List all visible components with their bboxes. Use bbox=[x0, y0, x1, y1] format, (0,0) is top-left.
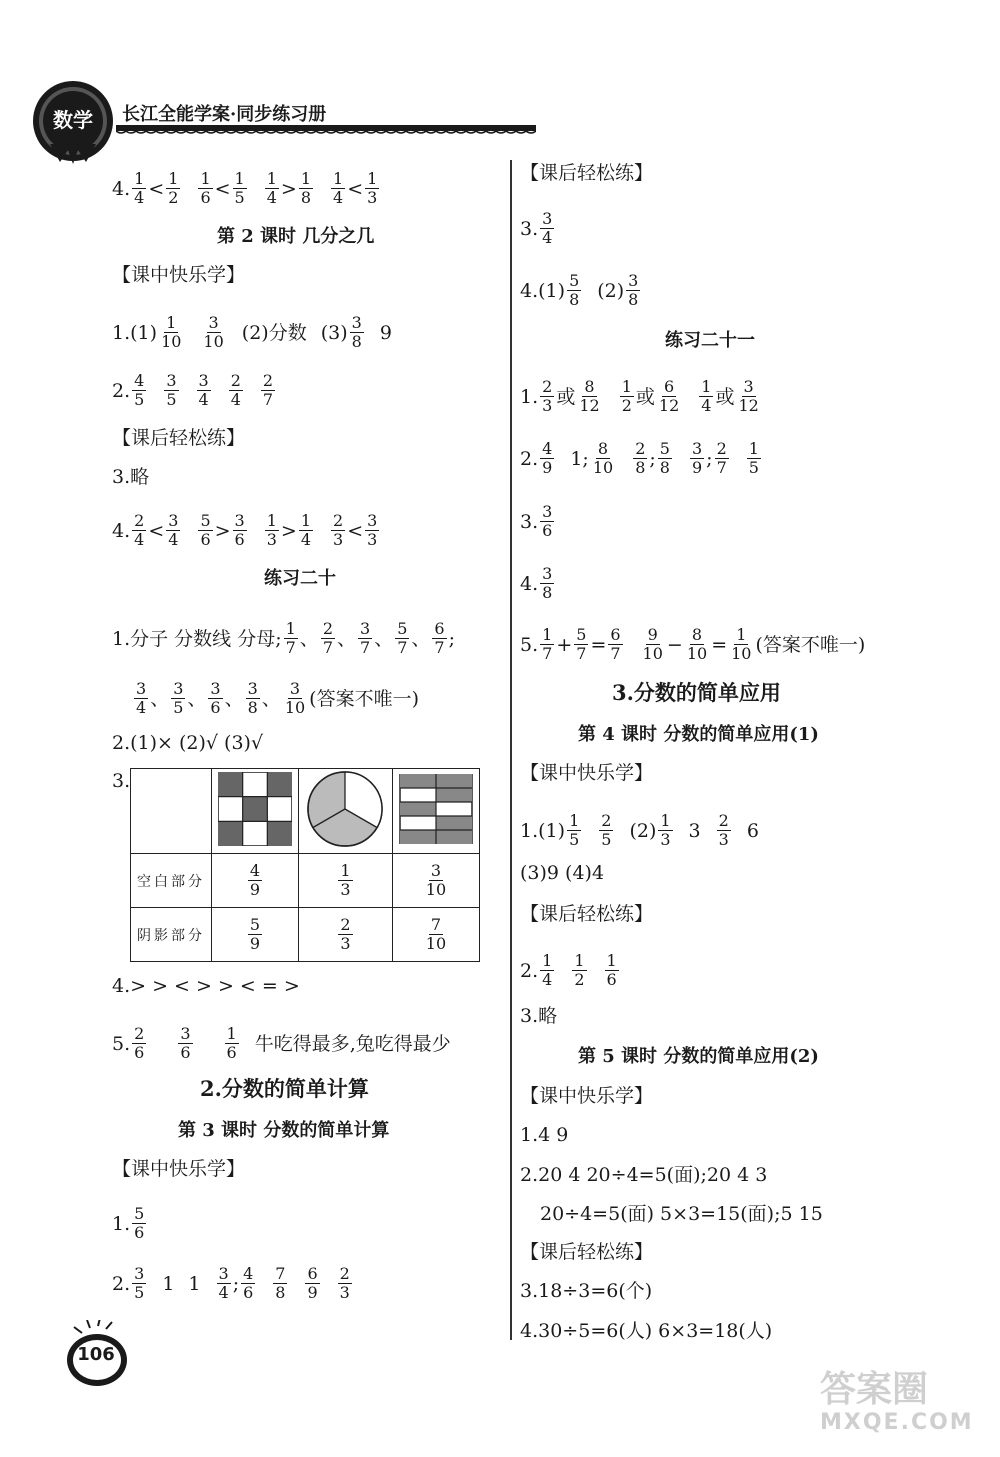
fraction: $\frac{1}{3}$ bbox=[340, 861, 351, 899]
answer-line: 4. (1) $\frac{5}{8}$ (2) $\frac{3}{8}$ bbox=[520, 271, 639, 309]
fraction: $\frac{6}{7}$ bbox=[434, 619, 445, 657]
answer-line: (3)9 (4)4 bbox=[520, 862, 605, 884]
fraction: $\frac{1}{5}$ bbox=[748, 439, 759, 477]
exercise-title: 练习二十 bbox=[264, 568, 336, 589]
answer-line: 4. $\frac{3}{8}$ bbox=[520, 564, 553, 602]
divided-circle-icon bbox=[305, 769, 385, 849]
answer-line: 1.4 9 bbox=[520, 1124, 569, 1146]
fraction: $\frac{1}{6}$ bbox=[200, 169, 211, 207]
answer-line: 3.略 bbox=[520, 1005, 558, 1027]
fraction: $\frac{3}{9}$ bbox=[691, 439, 703, 477]
fraction: $\frac{7}{10}$ bbox=[425, 915, 447, 953]
section-label: 【课中快乐学】 bbox=[112, 1158, 246, 1180]
answer-line: 1. (1) $\frac{1}{5}$ $\frac{2}{5}$ (2) $\frac{1}{3}$ 3 $\frac{2}{3}$ 6 bbox=[520, 811, 759, 849]
fraction: $\frac{3}{8}$ bbox=[542, 564, 553, 602]
fraction: $\frac{1}{4}$ bbox=[134, 169, 145, 207]
fraction: $\frac{3}{5}$ bbox=[166, 371, 177, 409]
fraction: $\frac{3}{6}$ bbox=[180, 1024, 191, 1062]
fraction: $\frac{5}{9}$ bbox=[249, 915, 261, 953]
fraction: $\frac{4}{9}$ bbox=[249, 861, 261, 899]
fraction: $\frac{2}{7}$ bbox=[322, 619, 333, 657]
answer-line: 1.分子 分数线 分母; $\frac{1}{7}$ 、 $\frac{2}{7}$ 、 $\frac{3}{7}$ 、 $\frac{5}{7}$ 、 $\frac{6}{7}$ ; bbox=[112, 619, 456, 657]
fraction: $\frac{8}{12}$ bbox=[579, 377, 600, 415]
answer-line: 2. $\frac{4}{5}$ $\frac{3}{5}$ $\frac{3}{4}$ $\frac{2}{4}$ $\frac{2}{7}$ bbox=[112, 371, 274, 409]
fraction: $\frac{1}{4}$ bbox=[300, 511, 312, 549]
fraction: $\frac{3}{6}$ bbox=[234, 511, 245, 549]
fraction: $\frac{1}{5}$ bbox=[569, 811, 580, 849]
fraction: $\frac{4}{9}$ bbox=[542, 439, 553, 477]
fraction: $\frac{2}{6}$ bbox=[134, 1024, 145, 1062]
lesson-title: 第 2 课时 几分之几 bbox=[217, 226, 375, 247]
answer-line: 3. $\frac{3}{6}$ bbox=[520, 502, 553, 540]
answer-line: 5. $\frac{2}{6}$ $\frac{3}{6}$ $\frac{1}{6}$ 牛吃得最多,兔吃得最少 bbox=[112, 1024, 451, 1062]
section-label: 【课后轻松练】 bbox=[520, 1241, 654, 1263]
fraction: $\frac{1}{3}$ bbox=[367, 169, 378, 207]
fraction: $\frac{3}{7}$ bbox=[360, 619, 371, 657]
fraction: $\frac{1}{8}$ bbox=[300, 169, 312, 207]
fraction: $\frac{3}{4}$ bbox=[542, 209, 553, 247]
badge-label: 数学 bbox=[53, 108, 93, 132]
answer-line: 4.> > < > > < = > bbox=[112, 975, 300, 997]
section-label: 【课中快乐学】 bbox=[520, 1085, 654, 1107]
fraction: $\frac{4}{6}$ bbox=[243, 1264, 254, 1302]
fraction: $\frac{1}{6}$ bbox=[606, 951, 617, 989]
answer-line: 20÷4=5(面) 5×3=15(面);5 15 bbox=[540, 1203, 823, 1225]
fraction: $\frac{3}{3}$ bbox=[367, 511, 378, 549]
fraction: $\frac{7}{8}$ bbox=[275, 1264, 286, 1302]
table-row bbox=[131, 854, 480, 908]
fraction: $\frac{5}{8}$ bbox=[569, 271, 580, 309]
fraction: $\frac{2}{3}$ bbox=[339, 1264, 350, 1302]
answer-line: $\frac{3}{4}$ 、 $\frac{3}{5}$ 、 $\frac{3}{6}$ 、 $\frac{3}{8}$ 、 $\frac{3}{10}$ (答案不唯一) bbox=[136, 679, 419, 717]
section-label: 【课后轻松练】 bbox=[520, 903, 654, 925]
fraction: $\frac{3}{10}$ bbox=[425, 861, 447, 899]
fraction: $\frac{3}{4}$ bbox=[168, 511, 179, 549]
page-header bbox=[30, 70, 510, 170]
answer-line: 2. $\frac{4}{9}$ 1; $\frac{8}{10}$ $\frac{2}{8}$ ; $\frac{5}{8}$ $\frac{3}{9}$ ; $\frac{2}{7}$ $\frac{1}{5}$ bbox=[520, 439, 759, 477]
section-label: 【课中快乐学】 bbox=[520, 762, 654, 784]
fraction: $\frac{1}{4}$ bbox=[333, 169, 344, 207]
lesson-title: 第 3 课时 分数的简单计算 bbox=[178, 1120, 390, 1141]
fraction: $\frac{1}{4}$ bbox=[266, 169, 277, 207]
fraction: $\frac{2}{3}$ bbox=[718, 811, 729, 849]
answer-line: 2. $\frac{3}{5}$ 1 1 $\frac{3}{4}$ ; $\frac{4}{6}$ $\frac{7}{8}$ $\frac{6}{9}$ $\frac{2}{3}$ bbox=[112, 1264, 350, 1302]
fraction: $\frac{3}{8}$ bbox=[351, 313, 362, 351]
fraction: $\frac{1}{6}$ bbox=[226, 1024, 237, 1062]
fraction: $\frac{3}{10}$ bbox=[203, 313, 224, 351]
fraction: $\frac{2}{8}$ bbox=[635, 439, 646, 477]
fraction: $\frac{2}{4}$ bbox=[134, 511, 145, 549]
answer-line: 1. $\frac{2}{3}$ 或 $\frac{8}{12}$ $\frac{1}{2}$ 或 $\frac{6}{12}$ $\frac{1}{4}$ 或 $\frac{3}{12}$ bbox=[520, 377, 759, 415]
fraction: $\frac{1}{5}$ bbox=[234, 169, 245, 207]
section-label: 【课中快乐学】 bbox=[112, 264, 246, 286]
fraction: $\frac{3}{5}$ bbox=[173, 679, 184, 717]
fraction: $\frac{3}{6}$ bbox=[210, 679, 221, 717]
fraction: $\frac{2}{3}$ bbox=[340, 915, 351, 953]
fraction: $\frac{2}{5}$ bbox=[601, 811, 612, 849]
fraction: $\frac{3}{8}$ bbox=[247, 679, 258, 717]
section-label: 【课后轻松练】 bbox=[520, 162, 654, 184]
fraction: $\frac{5}{8}$ bbox=[659, 439, 670, 477]
fraction: $\frac{8}{10}$ bbox=[592, 439, 614, 477]
fraction: $\frac{3}{12}$ bbox=[738, 377, 759, 415]
fraction: $\frac{2}{3}$ bbox=[542, 377, 553, 415]
fraction: $\frac{3}{5}$ bbox=[134, 1264, 145, 1302]
fraction: $\frac{3}{10}$ bbox=[284, 679, 306, 717]
fraction: $\frac{1}{3}$ bbox=[660, 811, 671, 849]
answer-line: 1. $\frac{5}{6}$ bbox=[112, 1204, 145, 1242]
book-title: 长江全能学案·同步练习册 bbox=[122, 104, 327, 125]
checkerboard-square-icon bbox=[218, 772, 292, 846]
striped-rectangle-icon bbox=[399, 774, 473, 844]
fraction: $\frac{1}{2}$ bbox=[168, 169, 179, 207]
fraction: $\frac{1}{7}$ bbox=[542, 625, 553, 663]
table-corner bbox=[131, 769, 212, 854]
row-label: 阴影部分 bbox=[131, 908, 212, 962]
fraction: $\frac{1}{7}$ bbox=[285, 619, 296, 657]
lesson-title: 第 4 课时 分数的简单应用(1) bbox=[578, 724, 819, 745]
header-band bbox=[116, 125, 536, 135]
answer-line: 3.18÷3=6(个) bbox=[520, 1280, 653, 1302]
fraction: $\frac{1}{10}$ bbox=[161, 313, 182, 351]
exercise-title: 练习二十一 bbox=[665, 330, 755, 351]
fraction: $\frac{5}{7}$ bbox=[397, 619, 408, 657]
answer-line: 5. $\frac{1}{7}$ + $\frac{5}{7}$ = $\frac{6}{7}$ $\frac{9}{10}$ − $\frac{8}{10}$ = $\frac{1}{10}$ (答案不唯一) bbox=[520, 625, 866, 663]
fraction: $\frac{5}{6}$ bbox=[200, 511, 211, 549]
answer-line: 3.略 bbox=[112, 466, 150, 488]
fraction: $\frac{6}{7}$ bbox=[610, 625, 621, 663]
section-label: 【课后轻松练】 bbox=[112, 427, 246, 449]
answer-line: 4. $\frac{2}{4}$ < $\frac{3}{4}$ $\frac{5}{6}$ > $\frac{3}{6}$ $\frac{1}{3}$ > $\frac{1}{4}$ $\frac{2}{3}$ < $\frac{3}{3}$ bbox=[112, 511, 378, 549]
fraction: $\frac{5}{6}$ bbox=[134, 1204, 145, 1242]
answer-line: 4.30÷5=6(人) 6×3=18(人) bbox=[520, 1320, 773, 1342]
answer-line: 2. $\frac{1}{4}$ $\frac{1}{2}$ $\frac{1}{6}$ bbox=[520, 951, 617, 989]
section-title: 3.分数的简单应用 bbox=[612, 680, 781, 705]
fraction: $\frac{3}{4}$ bbox=[136, 679, 147, 717]
column-divider bbox=[510, 160, 512, 1340]
watermark: 答案圈 MXQE.COM bbox=[820, 1369, 974, 1435]
fraction: $\frac{6}{12}$ bbox=[658, 377, 680, 415]
fraction: $\frac{3}{8}$ bbox=[628, 271, 639, 309]
fraction: $\frac{2}{7}$ bbox=[716, 439, 727, 477]
fraction: $\frac{2}{3}$ bbox=[333, 511, 344, 549]
fraction: $\frac{3}{4}$ bbox=[218, 1264, 229, 1302]
fraction: $\frac{2}{4}$ bbox=[230, 371, 241, 409]
fraction: $\frac{1}{2}$ bbox=[621, 377, 632, 415]
fraction: $\frac{2}{7}$ bbox=[262, 371, 274, 409]
fraction: $\frac{1}{4}$ bbox=[542, 951, 553, 989]
answer-line: 1. (1) $\frac{1}{10}$ $\frac{3}{10}$ (2)分数 (3) $\frac{3}{8}$ 9 bbox=[112, 313, 392, 351]
fraction: $\frac{6}{9}$ bbox=[307, 1264, 318, 1302]
section-title: 2.分数的简单计算 bbox=[200, 1076, 369, 1101]
fraction: $\frac{8}{10}$ bbox=[686, 625, 708, 663]
fraction: $\frac{3}{4}$ bbox=[198, 371, 209, 409]
fraction-table bbox=[130, 768, 480, 962]
table-image-stripes bbox=[392, 769, 479, 854]
fraction: $\frac{4}{5}$ bbox=[134, 371, 145, 409]
fraction: $\frac{9}{10}$ bbox=[642, 625, 663, 663]
question-number: 3. bbox=[112, 770, 131, 792]
fraction: $\frac{1}{4}$ bbox=[701, 377, 712, 415]
fraction: $\frac{3}{6}$ bbox=[542, 502, 553, 540]
answer-line: 2.20 4 20÷4=5(面);20 4 3 bbox=[520, 1164, 768, 1186]
answer-line: 4. $\frac{1}{4}$ < $\frac{1}{2}$ $\frac{1}{6}$ < $\frac{1}{5}$ $\frac{1}{4}$ > $\frac{1}{8}$ $\frac{1}{4}$ < $\frac{1}{3}$ bbox=[112, 169, 378, 207]
fraction: $\frac{1}{3}$ bbox=[266, 511, 277, 549]
fraction: $\frac{1}{10}$ bbox=[731, 625, 752, 663]
table-image-circle bbox=[299, 769, 393, 854]
table-image-grid bbox=[212, 769, 299, 854]
page-number: 106 bbox=[77, 1344, 115, 1365]
answer-line: 3. $\frac{3}{4}$ bbox=[520, 209, 553, 247]
row-label: 空白部分 bbox=[131, 854, 212, 908]
answer-line: 2.(1)× (2)√ (3)√ bbox=[112, 732, 264, 754]
lesson-title: 第 5 课时 分数的简单应用(2) bbox=[578, 1046, 819, 1067]
fraction: $\frac{1}{2}$ bbox=[574, 951, 585, 989]
fraction: $\frac{5}{7}$ bbox=[576, 625, 587, 663]
table-row bbox=[131, 908, 480, 962]
